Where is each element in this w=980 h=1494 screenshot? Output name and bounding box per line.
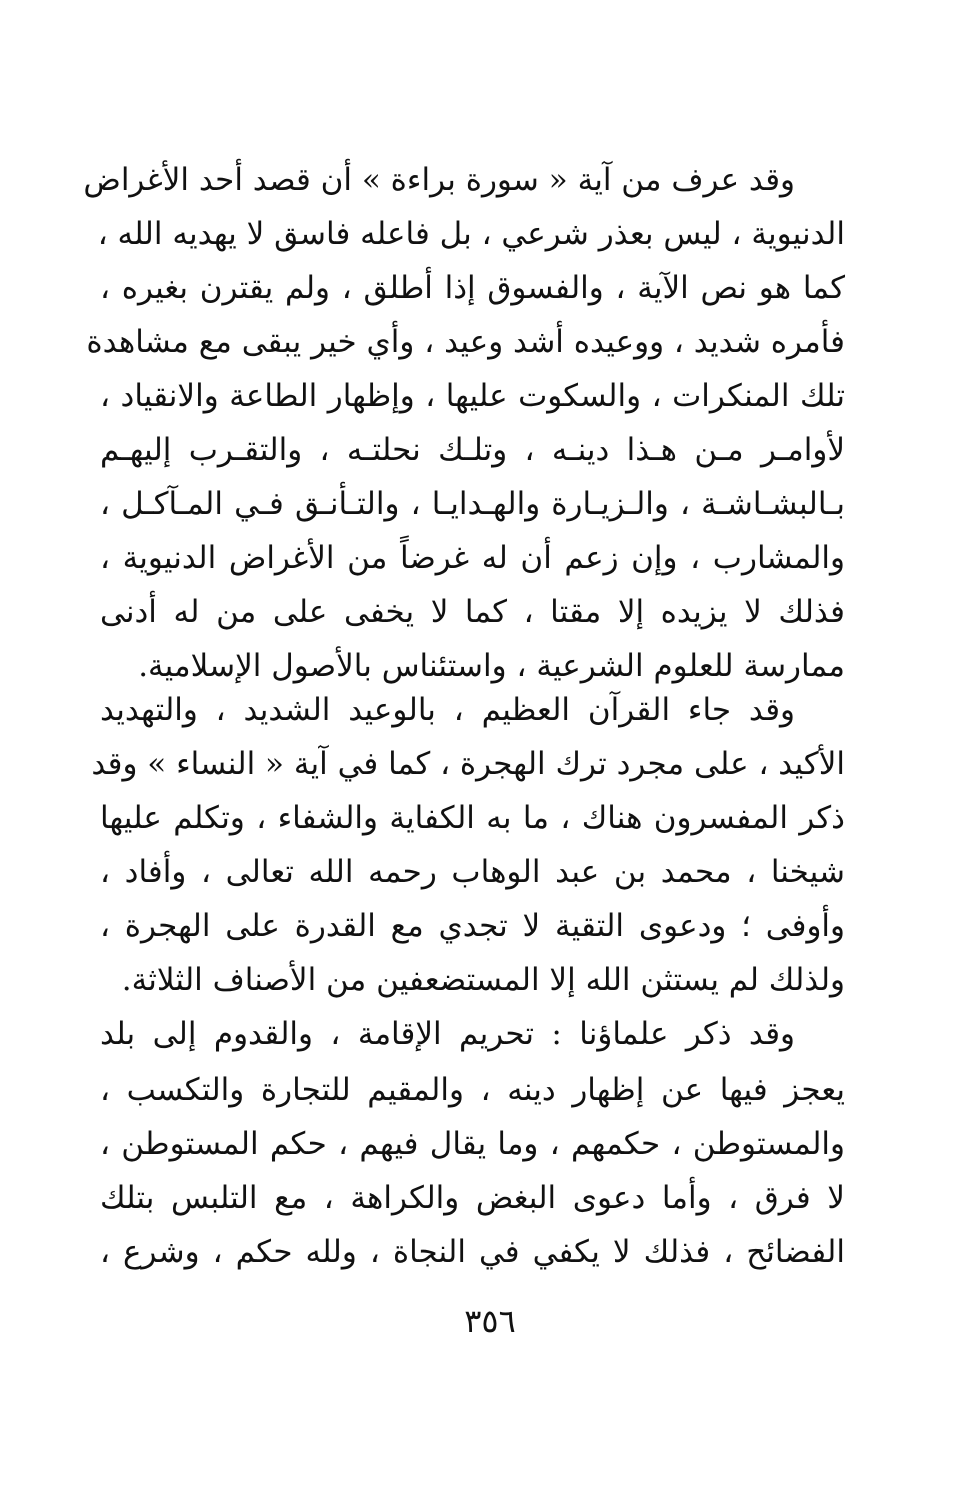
text-line: لا فرق ، وأما دعوى البغض والكراهة ، مع التلبس بتلك <box>100 1180 845 1216</box>
text-line: ذكر المفسرون هناك ، ما به الكفاية والشفاء ، وتكلم عليها <box>100 800 845 836</box>
page-number: ٣٥٦ <box>464 1302 516 1340</box>
text-line: والمستوطن ، حكمهم ، وما يقال فيهم ، حكم المستوطن ، <box>100 1126 845 1162</box>
text-line: الأكيد ، على مجرد ترك الهجرة ، كما في آية « النساء » وقد <box>91 746 845 782</box>
text-line: بـالبشـاشـة ، والـزيـارة والهـدايـا ، والتـأنـق فـي المـآكـل ، <box>100 486 845 522</box>
text-line: لأوامـر مـن هـذا دينـه ، وتلـك نحلتـه ، والتقـرب إليهـم <box>100 432 845 468</box>
text-line: والمشارب ، وإن زعم أن له غرضاً من الأغراض الدنيوية ، <box>100 540 845 576</box>
text-line: الدنيوية ، ليس بعذر شرعي ، بل فاعله فاسق لا يهديه الله ، <box>97 216 845 252</box>
text-line: وقد عرف من آية « سورة براءة » أن قصد أحد الأغراض <box>83 162 795 198</box>
text-line: كما هو نص الآية ، والفسوق إذا أطلق ، ولم يقترن بغيره ، <box>100 270 845 306</box>
text-line: الفضائح ، فذلك لا يكفي في النجاة ، ولله حكم ، وشرع ، <box>100 1234 845 1270</box>
text-line: وقد جاء القرآن العظيم ، بالوعيد الشديد ، والتهديد <box>100 692 795 728</box>
text-line: وقد ذكر علماؤنا : تحريم الإقامة ، والقدوم إلى بلد <box>100 1016 795 1052</box>
text-line: وأوفى ؛ ودعوى التقية لا تجدي مع القدرة على الهجرة ، <box>100 908 845 944</box>
text-line: شيخنا ، محمد بن عبد الوهاب رحمه الله تعالى ، وأفاد ، <box>100 854 845 890</box>
text-line: ولذلك لم يستثن الله إلا المستضعفين من الأصناف الثلاثة. <box>121 962 845 998</box>
text-line: فأمره شديد ، ووعيده أشد وعيد ، وأي خير يبقى مع مشاهدة <box>86 324 845 360</box>
text-line: ممارسة للعلوم الشرعية ، واستئناس بالأصول الإسلامية. <box>138 648 845 684</box>
text-line: يعجز فيها عن إظهار دينه ، والمقيم للتجارة والتكسب ، <box>100 1072 845 1108</box>
text-line: فذلك لا يزيده إلا مقتا ، كما لا يخفى على من له أدنى <box>100 594 845 630</box>
text-line: تلك المنكرات ، والسكوت عليها ، وإظهار الطاعة والانقياد ، <box>100 378 845 414</box>
